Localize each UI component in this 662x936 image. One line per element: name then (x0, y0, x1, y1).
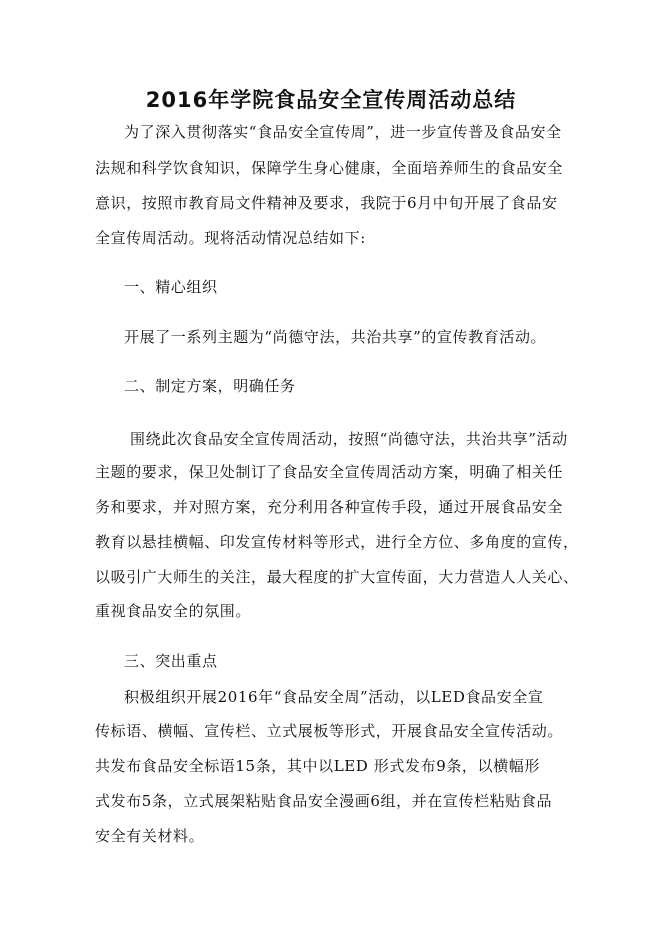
section-2-line-3: 务和要求，并对照方案，充分利用各种宣传手段，通过开展食品安全 (95, 498, 564, 516)
section-3-line-3: 共发布食品安全标语15条，其中以LED 形式发布9条，以横幅形 (95, 757, 540, 775)
section-3-line-1: 积极组织开展2016年“食品安全周”活动，以LED食品安全宣 (124, 688, 544, 706)
section-2-line-1: 围绕此次食品安全宣传周活动，按照“尚德守法，共治共享”活动 (130, 430, 568, 448)
section-3-line-2: 传标语、横幅、宣传栏、立式展板等形式，开展食品安全宣传活动。 (95, 722, 564, 740)
section-2-line-2: 主题的要求，保卫处制订了食品安全宣传周活动方案，明确了相关任 (95, 463, 564, 481)
section-2-line-4: 教育以悬挂横幅、印发宣传材料等形式，进行全方位、多角度的宣传， (95, 533, 579, 551)
section-1-line-1: 开展了一系列主题为“尚德守法，共治共享”的宣传教育活动。 (124, 328, 547, 346)
section-3-line-5: 安全有关材料。 (95, 827, 205, 845)
section-3-heading: 三、突出重点 (124, 652, 218, 670)
section-1-heading: 一、精心组织 (124, 278, 218, 296)
intro-line-2: 法规和科学饮食知识，保障学生身心健康，全面培养师生的食品安全 (95, 159, 564, 177)
intro-line-3: 意识，按照市教育局文件精神及要求，我院于6月中旬开展了食品安 (95, 194, 558, 212)
section-3-line-4: 式发布5条，立式展架粘贴食品安全漫画6组，并在宣传栏粘贴食品 (95, 792, 553, 810)
intro-line-1: 为了深入贯彻落实“食品安全宣传周”，进一步宣传普及食品安全 (124, 123, 562, 141)
document-title: 2016年学院食品安全宣传周活动总结 (145, 88, 517, 112)
section-2-line-5: 以吸引广大师生的关注，最大程度的扩大宣传面，大力营造人人关心、 (95, 568, 579, 586)
section-2-heading: 二、制定方案，明确任务 (124, 377, 296, 395)
section-2-line-6: 重视食品安全的氛围。 (95, 602, 252, 620)
intro-line-4: 全宣传周活动。现将活动情况总结如下: (95, 229, 366, 247)
